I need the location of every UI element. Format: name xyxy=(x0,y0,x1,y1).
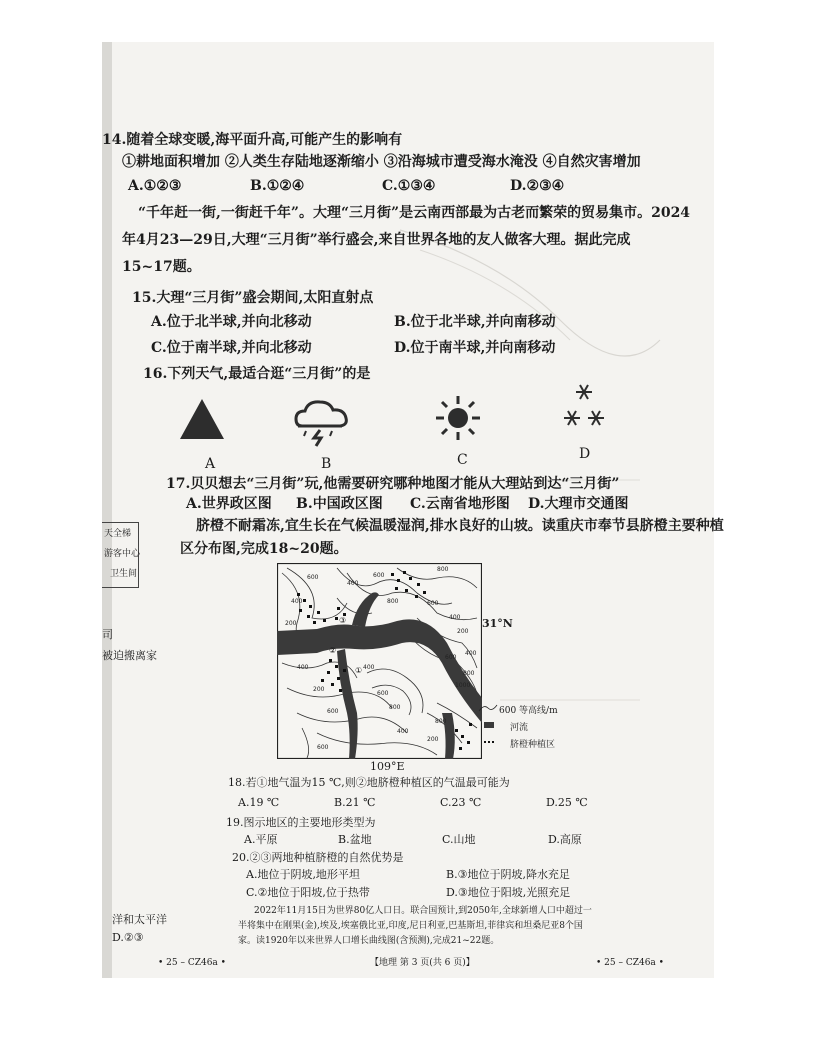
q19-option-a: A.平原 xyxy=(244,833,278,846)
q17-option-d: D.大理市交通图 xyxy=(528,496,629,512)
q19-option-c: C.山地 xyxy=(442,833,476,846)
passage3-line1: 2022年11月15日为世界80亿人口日。联合国预计,到2050年,全球新增人口中超过一 xyxy=(254,906,592,916)
margin-text-5: 被迫搬离家 xyxy=(102,649,157,662)
contour-label: 200 xyxy=(427,736,439,743)
q15-option-b: B.位于北半球,并向南移动 xyxy=(394,314,556,330)
q17-option-a: A.世界政区图 xyxy=(186,496,272,512)
q15-option-c: C.位于南半球,并向北移动 xyxy=(151,340,312,356)
q14-option-d: D.②③④ xyxy=(510,178,565,194)
q16-stem: 16.下列天气,最适合逛“三月街”的是 xyxy=(143,366,371,382)
q15-option-a: A.位于北半球,并向北移动 xyxy=(151,314,312,330)
margin-text-3: 卫生间 xyxy=(110,569,138,579)
margin-text-7: D.②③ xyxy=(112,931,144,944)
q15-stem: 15.大理“三月街”盛会期间,太阳直射点 xyxy=(132,290,374,306)
contour-label: 400 xyxy=(449,614,461,621)
q17-option-b: B.中国政区图 xyxy=(296,496,383,512)
q20-option-d: D.③地位于阳坡,光照充足 xyxy=(446,886,571,899)
q15-option-d: D.位于南半球,并向南移动 xyxy=(394,340,556,356)
contour-label: 400 xyxy=(347,580,359,587)
legend-contour: 600 等高线/m xyxy=(499,706,558,716)
contour-label: 200 xyxy=(285,620,297,627)
point-3-label: ③ xyxy=(339,616,347,625)
q20-option-c: C.②地位于阳坡,位于热带 xyxy=(246,886,370,899)
q18-option-b: B.21 ℃ xyxy=(334,796,376,809)
q18-option-a: A.19 ℃ xyxy=(238,796,280,809)
contour-label: 200 xyxy=(457,628,469,635)
river-legend-swatch xyxy=(484,722,494,728)
q18-option-c: C.23 ℃ xyxy=(440,796,482,809)
snow-icon xyxy=(560,382,608,434)
contour-legend-icon xyxy=(478,703,498,713)
contour-label: 800 xyxy=(437,566,449,573)
margin-text-1: 天全梯 xyxy=(104,529,132,539)
margin-text-2: 游客中心 xyxy=(104,549,141,559)
q18-stem: 18.若①地气温为15 ℃,则②地脐橙种植区的气温最可能为 xyxy=(228,776,510,789)
footer-page-info: 【地理 第 3 页(共 6 页)】 xyxy=(370,958,475,968)
passage2-line1: 脐橙不耐霜冻,宜生长在气候温暖湿润,排水良好的山坡。读重庆市奉节县脐橙主要种植 xyxy=(196,518,724,534)
legend-river: 河流 xyxy=(510,723,529,733)
point-2-label: ② xyxy=(329,646,337,655)
q17-stem: 17.贝贝想去“三月街”玩,他需要研究哪种地图才能从大理站到达“三月街” xyxy=(166,476,620,492)
legend-orange: 脐橙种植区 xyxy=(510,740,556,750)
q14-option-b: B.①②④ xyxy=(250,178,305,194)
footer-right-code: • 25 – CZ46a • xyxy=(596,958,664,968)
contour-label: 600 xyxy=(373,572,385,579)
contour-label: 600 xyxy=(377,690,389,697)
contour-label: 800 xyxy=(387,598,399,605)
contour-label: 200 xyxy=(313,686,325,693)
q14-items: ①耕地面积增加 ②人类生存陆地逐渐缩小 ③沿海城市遭受海水淹没 ④自然灾害增加 xyxy=(122,154,641,170)
contour-label: 400 xyxy=(297,664,309,671)
contour-label: 800 xyxy=(463,670,475,677)
q16-option-c: C xyxy=(457,452,468,468)
passage1-line2: 年4月23—29日,大理“三月街”举行盛会,来自世界各地的友人做客大理。据此完成 xyxy=(122,232,631,248)
q16-option-d: D xyxy=(579,446,591,462)
longitude-label: 109°E xyxy=(370,760,405,773)
q17-option-c: C.云南省地形图 xyxy=(410,496,510,512)
point-1-label: ① xyxy=(355,666,363,675)
navel-orange-contour-map xyxy=(277,563,482,759)
contour-label: 600 xyxy=(445,654,457,661)
q16-option-b: B xyxy=(321,456,332,472)
contour-label: 400 xyxy=(363,664,375,671)
triangle-icon xyxy=(178,397,226,441)
q19-option-d: D.高原 xyxy=(548,833,582,846)
margin-text-6: 洋和太平洋 xyxy=(112,913,167,926)
latitude-label: 31°N xyxy=(482,617,513,630)
orange-legend-swatch xyxy=(484,741,494,747)
contour-label: 800 xyxy=(435,718,447,725)
passage1-line3: 15~17题。 xyxy=(122,259,201,275)
q20-option-b: B.③地位于阴坡,降水充足 xyxy=(446,868,570,881)
contour-label: 600 xyxy=(307,574,319,581)
footer-left-code: • 25 – CZ46a • xyxy=(158,958,226,968)
contour-label: 400 xyxy=(291,598,303,605)
q14-stem: 14.随着全球变暖,海平面升高,可能产生的影响有 xyxy=(102,132,403,148)
contour-label: 400 xyxy=(465,650,477,657)
sunny-icon xyxy=(434,394,482,442)
contour-label: 600 xyxy=(427,600,439,607)
q20-stem: 20.②③两地种植脐橙的自然优势是 xyxy=(232,851,404,864)
passage2-line2: 区分布图,完成18~20题。 xyxy=(180,541,348,557)
q18-option-d: D.25 ℃ xyxy=(546,796,588,809)
sheet-edge-shadow xyxy=(102,42,112,978)
q19-option-b: B.盆地 xyxy=(338,833,372,846)
q14-option-a: A.①②③ xyxy=(128,178,182,194)
passage3-line3: 家。读1920年以来世界人口增长曲线图(含预测),完成21~22题。 xyxy=(238,936,500,946)
contour-label: 600 xyxy=(327,708,339,715)
q19-stem: 19.图示地区的主要地形类型为 xyxy=(226,816,376,829)
contour-label: 600 xyxy=(317,744,329,751)
contour-label: 800 xyxy=(389,704,401,711)
passage3-line2: 半将集中在刚果(金),埃及,埃塞俄比亚,印度,尼日利亚,巴基斯坦,菲律宾和坦桑尼亚8个国 xyxy=(238,921,583,931)
q14-option-c: C.①③④ xyxy=(382,178,436,194)
contour-label: 400 xyxy=(397,728,409,735)
q16-option-a: A xyxy=(205,456,216,472)
q20-option-a: A.地位于阴坡,地形平坦 xyxy=(246,868,360,881)
passage1-line1: “千年赶一街,一街赶千年”。大理“三月街”是云南西部最为古老而繁荣的贸易集市。2024 xyxy=(138,205,691,221)
margin-text-4: 司 xyxy=(102,628,113,641)
thunderstorm-icon xyxy=(292,398,352,450)
contour-label: 1000 xyxy=(455,682,471,689)
